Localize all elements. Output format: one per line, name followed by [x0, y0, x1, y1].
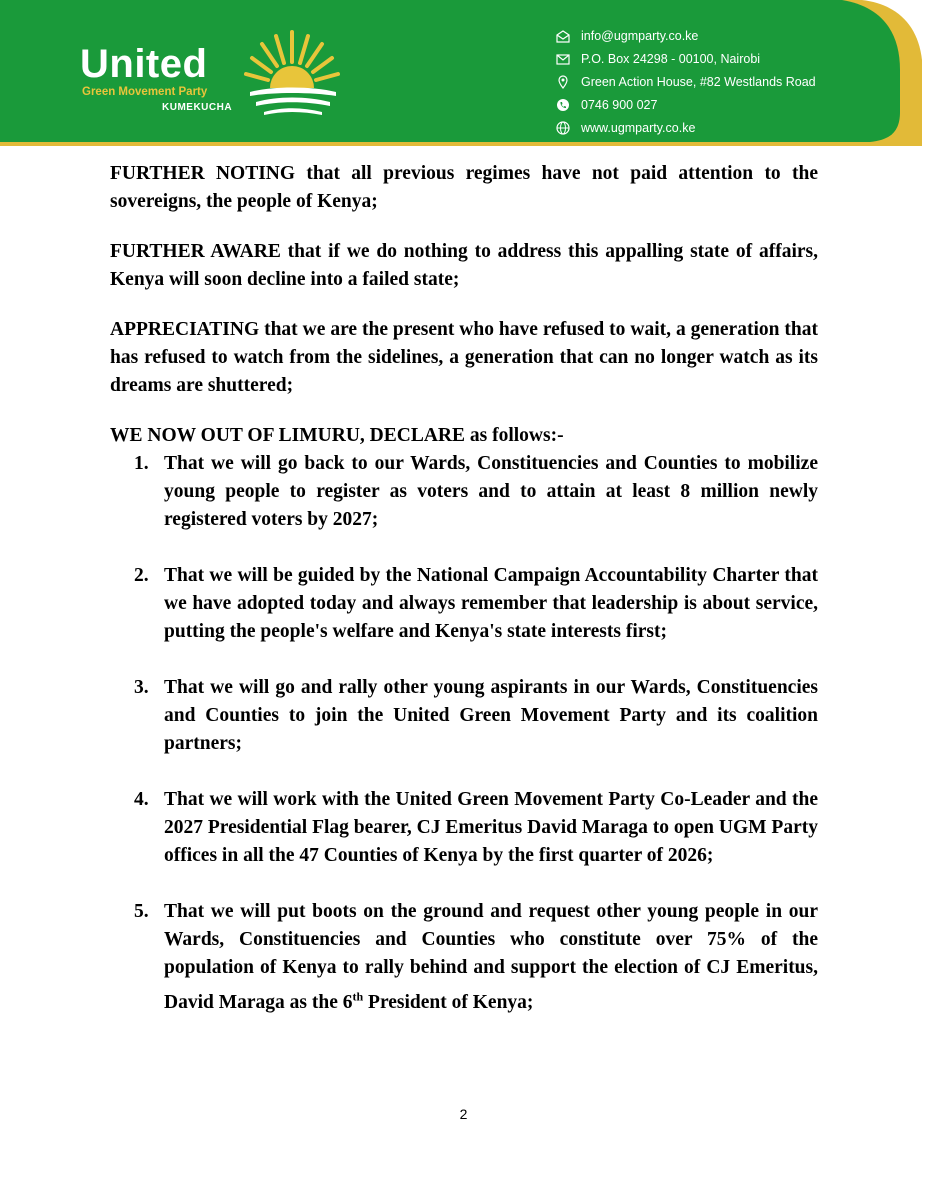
contact-email-text[interactable]: info@ugmparty.co.ke — [581, 28, 699, 43]
mail-envelope-icon — [556, 52, 570, 66]
letterhead — [0, 0, 927, 146]
list-item — [110, 674, 818, 758]
contact-address-text: Green Action House, #82 Westlands Road — [581, 74, 816, 89]
sun-emblem-icon — [242, 26, 342, 116]
contact-website-text[interactable]: www.ugmparty.co.ke — [581, 120, 696, 135]
page-number: 2 — [459, 1106, 468, 1122]
list-item-text-end: President of Kenya; — [363, 991, 534, 1013]
list-item-text: That we will work with the United Green Movement Party Co-Leader and the 2027 Presidential Flag bearer, CJ Emeritus David Maraga to open UGM Party offices in all the 47 Counties of Kenya by the first quarter of 2026; — [164, 789, 818, 866]
contact-po-box-text: P.O. Box 24298 - 00100, Nairobi — [581, 51, 761, 66]
list-item-number: 5. — [134, 901, 149, 922]
list-item-number: 2. — [134, 565, 149, 586]
list-item-text: That we will be guided by the National Campaign Accountability Charter that we have adopted today and always remember that leadership is about service, putting the people's welfare and Kenya's state interests first; — [164, 565, 818, 642]
list-item — [110, 786, 818, 870]
location-pin-icon — [556, 75, 570, 89]
ordinal-suffix: th — [352, 989, 364, 1003]
list-item — [110, 562, 818, 646]
paragraph-further-aware: FURTHER AWARE that if we do nothing to address this appalling state of affairs, Kenya will soon decline into a failed state; — [110, 241, 818, 290]
brand-subtitle: Green Movement Party — [82, 86, 208, 98]
list-item-number: 4. — [134, 789, 149, 810]
contact-email — [556, 24, 816, 47]
brand-name: United — [80, 42, 208, 86]
party-logo — [80, 30, 350, 120]
document-body — [110, 160, 818, 1017]
email-open-icon — [556, 29, 570, 43]
phone-icon — [556, 98, 570, 112]
declaration-heading: WE NOW OUT OF LIMURU, DECLARE as follows:- — [110, 425, 564, 446]
list-item-text: That we will go and rally other young aspirants in our Wards, Constituencies and Counties to join the United Green Movement Party and its coalition partners; — [164, 677, 818, 754]
list-item-number: 3. — [134, 677, 149, 698]
list-item — [110, 898, 818, 1017]
declaration-list — [110, 450, 818, 1017]
list-item-number: 1. — [134, 453, 149, 474]
contact-list — [556, 24, 816, 139]
contact-po-box — [556, 47, 816, 70]
globe-icon — [556, 121, 570, 135]
contact-address — [556, 70, 816, 93]
brand-slogan: KUMEKUCHA — [162, 102, 233, 113]
list-item-text — [164, 901, 818, 1013]
contact-phone — [556, 93, 816, 116]
list-item-text: That we will go back to our Wards, Constituencies and Counties to mobilize young people to register as voters and to attain at least 8 million newly registered voters by 2027; — [164, 453, 818, 530]
list-item-text-main: That we will put boots on the ground and request other young people in our Wards, Constituencies and Counties who constitute over 75% of the population of Kenya to rally behind and support the election of CJ Emeritus, David Maraga as the 6 — [164, 901, 818, 1013]
contact-phone-text[interactable]: 0746 900 027 — [581, 97, 658, 112]
contact-website — [556, 116, 816, 139]
paragraph-further-noting: FURTHER NOTING that all previous regimes have not paid attention to the sovereigns, the people of Kenya; — [110, 163, 818, 212]
paragraph-appreciating: APPRECIATING that we are the present who have refused to wait, a generation that has refused to watch from the sidelines, a generation that can no longer watch as its dreams are shuttered; — [110, 319, 818, 396]
list-item — [110, 450, 818, 534]
